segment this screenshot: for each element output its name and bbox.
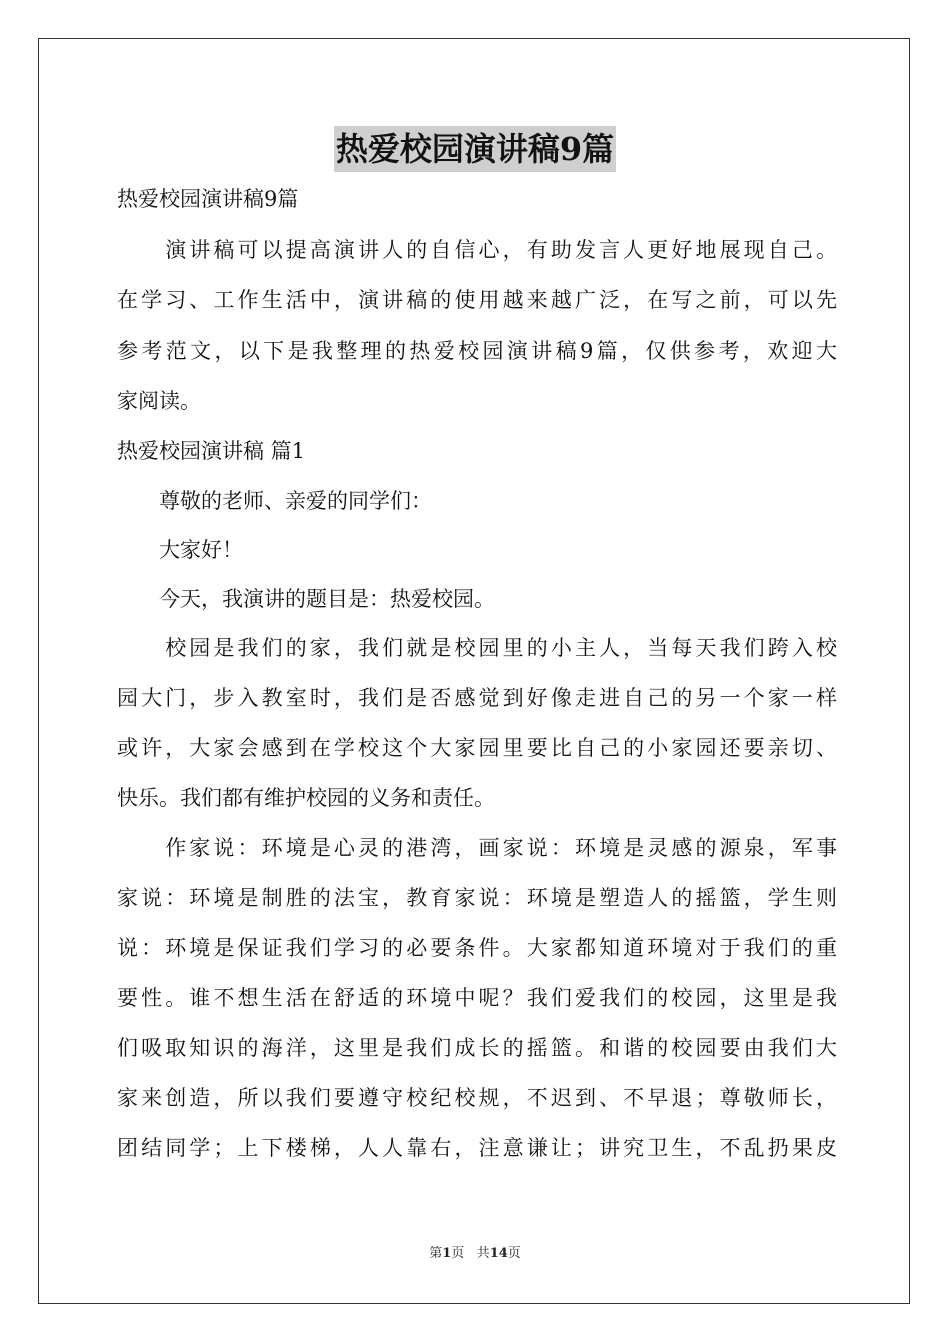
title-wrap — [0, 126, 950, 172]
footer-total-suffix: 页 — [507, 1246, 521, 1261]
section-heading: 热爱校园演讲稿 篇1 — [117, 439, 306, 463]
page-footer — [0, 1244, 950, 1264]
body-line: 家来创造，所以我们要遵守校纪校规，不迟到、不早退；尊敬师长， — [117, 1086, 837, 1110]
body-line: 大家好！ — [117, 538, 243, 562]
body-line: 说：环境是保证我们学习的必要条件。大家都知道环境对于我们的重 — [117, 936, 837, 960]
footer-total-prefix: 共 — [476, 1246, 490, 1261]
document-title: 热爱校园演讲稿9篇 — [334, 126, 616, 172]
body-line: 尊敬的老师、亲爱的同学们： — [117, 489, 432, 513]
footer-page-number: 1 — [442, 1246, 452, 1261]
body-line: 或许，大家会感到在学校这个大家园里要比自己的小家园还要亲切、 — [117, 736, 837, 760]
body-line: 团结同学；上下楼梯，人人靠右，注意谦让；讲究卫生，不乱扔果皮 — [117, 1136, 837, 1160]
body-line: 家说：环境是制胜的法宝，教育家说：环境是塑造人的摇篮，学生则 — [117, 886, 837, 910]
body-line: 园大门，步入教室时，我们是否感觉到好像走进自己的另一个家一样 — [117, 686, 837, 710]
body-line: 们吸取知识的海洋，这里是我们成长的摇篮。和谐的校园要由我们大 — [117, 1036, 837, 1060]
body-line: 参考范文，以下是我整理的热爱校园演讲稿9篇，仅供参考，欢迎大 — [117, 339, 837, 363]
body-line: 要性。谁不想生活在舒适的环境中呢？我们爱我们的校园，这里是我 — [117, 986, 837, 1010]
page-border — [38, 38, 910, 1304]
body-line: 演讲稿可以提高演讲人的自信心，有助发言人更好地展现自己。 — [117, 238, 837, 262]
body-line: 家阅读。 — [117, 389, 201, 413]
body-line: 今天，我演讲的题目是：热爱校园。 — [117, 587, 495, 611]
footer-page-prefix: 第 — [429, 1246, 443, 1261]
footer-total-pages: 14 — [489, 1246, 508, 1261]
body-line: 作家说：环境是心灵的港湾，画家说：环境是灵感的源泉，军事 — [117, 836, 837, 860]
footer-page-suffix: 页 — [451, 1246, 465, 1261]
body-line: 校园是我们的家，我们就是校园里的小主人，当每天我们跨入校 — [117, 636, 837, 660]
subtitle-line: 热爱校园演讲稿9篇 — [117, 187, 299, 211]
body-line: 在学习、工作生活中，演讲稿的使用越来越广泛，在写之前，可以先 — [117, 288, 837, 312]
body-line: 快乐。我们都有维护校园的义务和责任。 — [117, 786, 495, 810]
